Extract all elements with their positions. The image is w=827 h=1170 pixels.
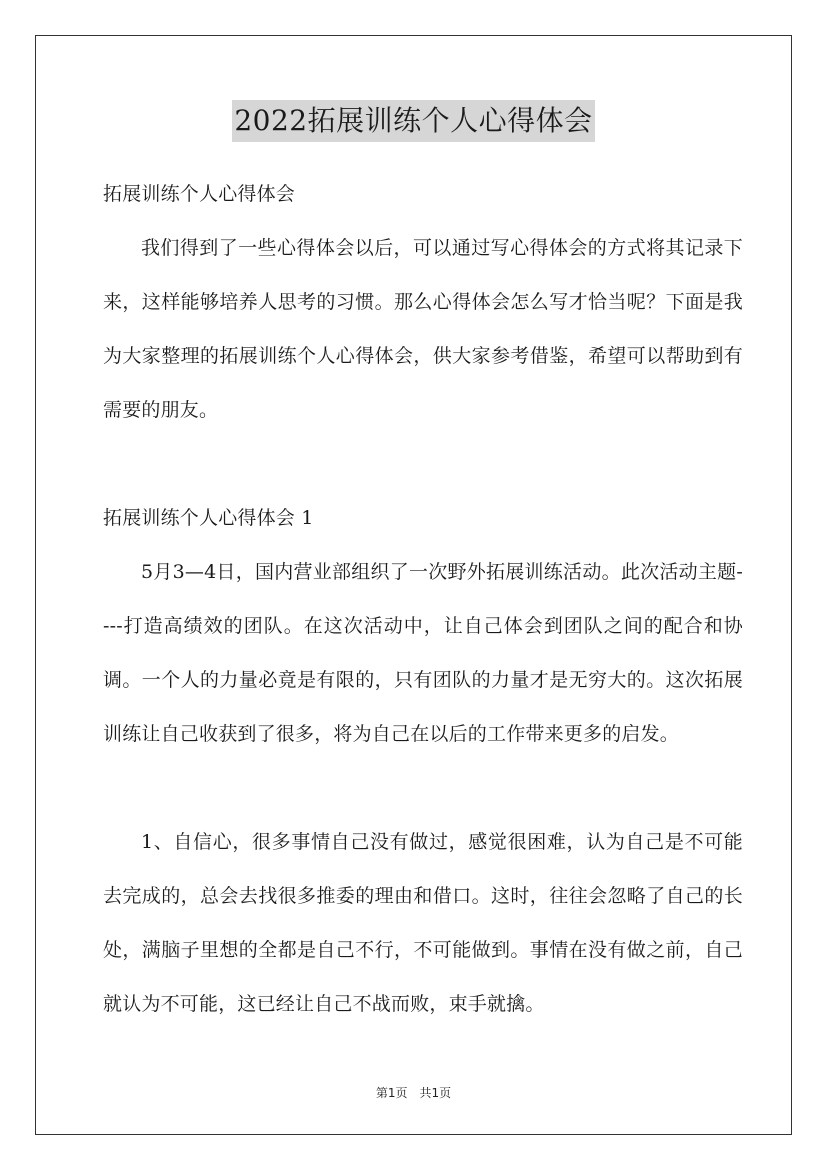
body-paragraph-2: 1、自信心，很多事情自己没有做过，感觉很困难，认为自己是不可能去完成的，总会去找很多推委的理由和借口。这时，往往会忽略了自己的长处，满脑子里想的全都是自己不行，不可能做到。事情在没有做之前，自己就认为不可能，这已经让自己不战而败，束手就擒。 xyxy=(103,831,743,1015)
document-subtitle: 拓展训练个人心得体会 xyxy=(103,183,296,205)
body-paragraph-1: 5月3—4日，国内营业部组织了一次野外拓展训练活动。此次活动主题----打造高绩效的团队。在这次活动中，让自己体会到团队之间的配合和协调。一个人的力量必竟是有限的，只有团队的力量才是无穷大的。这次拓展训练让自己收获到了很多，将为自己在以后的工作带来更多的启发。 xyxy=(103,561,743,745)
title-wrap xyxy=(0,100,827,142)
page-number-footer: 第1页 共1页 xyxy=(375,1086,452,1100)
intro-paragraph: 我们得到了一些心得体会以后，可以通过写心得体会的方式将其记录下来，这样能够培养人思考的习惯。那么心得体会怎么写才恰当呢？下面是我为大家整理的拓展训练个人心得体会，供大家参考借鉴，希望可以帮助到有需要的朋友。 xyxy=(103,237,743,421)
section-heading: 拓展训练个人心得体会 1 xyxy=(103,507,314,529)
document-title: 2022拓展训练个人心得体会 xyxy=(232,100,594,142)
